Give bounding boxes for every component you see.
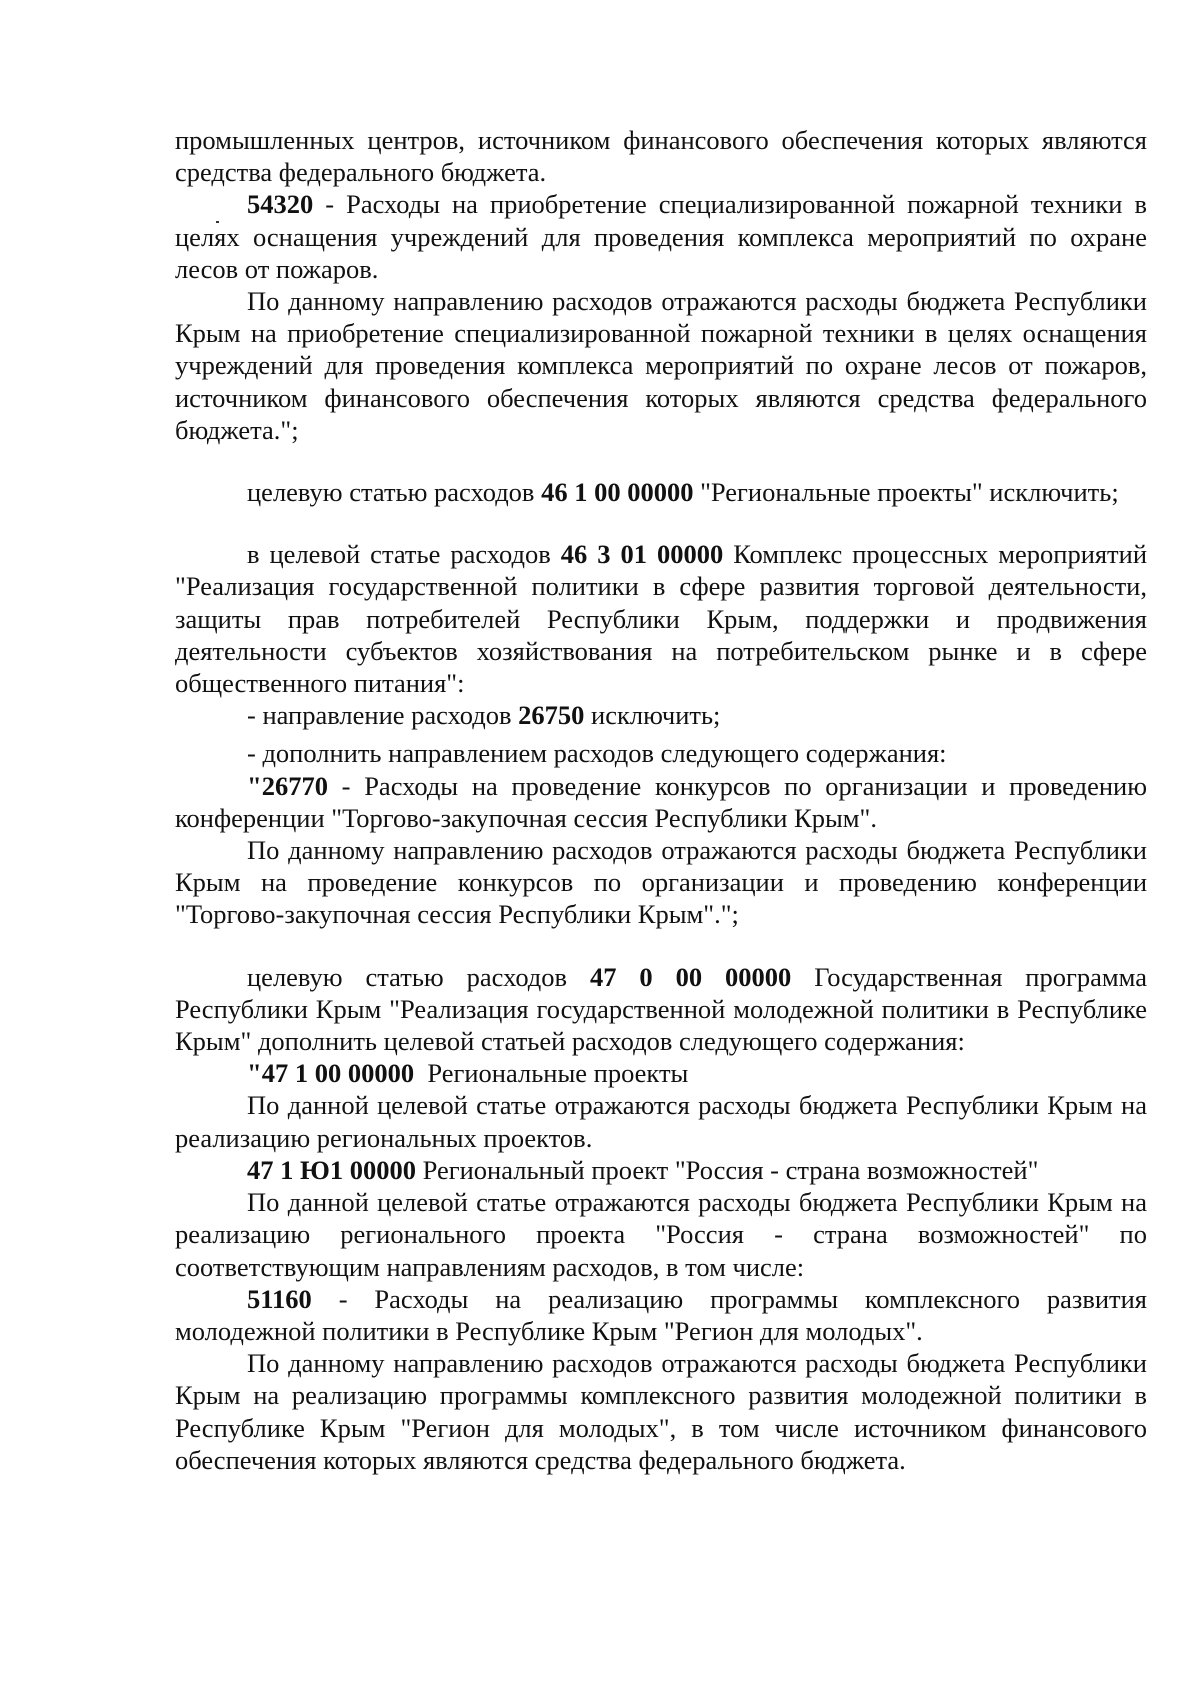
paragraph-46-3-01 xyxy=(175,538,1147,699)
expense-code: 51160 xyxy=(247,1283,312,1314)
text-suffix: Комплекс процессных мероприятий "Реализация государственной политики в сфере развития торговой деятельности, защиты прав потребителей Республики Крым, поддержки и продвижения деятельности субъектов хозяйствования на потребительском рынке и в сфере общественного питания": xyxy=(175,539,1148,699)
paragraph-47-1 xyxy=(175,1057,1147,1089)
text-prefix: целевую статью расходов xyxy=(247,477,542,508)
expense-description: - Расходы на проведение конкурсов по организации и проведению конференции "Торгово-закупочная сессия Республики Крым". xyxy=(175,770,1147,833)
article-title: Региональные проекты xyxy=(414,1058,689,1089)
paragraph-26770 xyxy=(175,770,1147,834)
spacer xyxy=(175,446,1147,476)
paragraph-54320 xyxy=(175,188,1147,285)
paragraph-exclude-46-1 xyxy=(175,476,1147,508)
article-title: Региональный проект "Россия - страна возможностей" xyxy=(415,1154,1039,1185)
paragraph-47-0 xyxy=(175,961,1147,1058)
paragraph-47-1-yu1-details: По данной целевой статье отражаются расходы бюджета Республики Крым на реализацию регионального проекта "Россия - страна возможностей" по соответствующим направлениям расходов, в том числе: xyxy=(175,1187,1147,1282)
paragraph-51160 xyxy=(175,1283,1147,1347)
paragraph-add-direction: - дополнить направлением расходов следующего содержания: xyxy=(247,738,947,769)
document-body xyxy=(175,124,1147,1476)
spacer xyxy=(175,508,1147,538)
target-article-code: "47 1 00 00000 xyxy=(247,1058,415,1089)
target-article-code: 47 1 Ю1 00000 xyxy=(247,1154,416,1185)
target-article-code: 46 3 01 00000 xyxy=(560,539,724,570)
spacer xyxy=(175,931,1147,961)
expense-code: 26750 xyxy=(518,700,585,731)
text-suffix: Государственная программа Республики Крым "Реализация государственной молодежной политики в Республике Крым" дополнить целевой статьей расходов следующего содержания: xyxy=(175,961,1147,1057)
paragraph-26770-details: По данному направлению расходов отражаются расходы бюджета Республики Крым на проведение конкурсов по организации и проведению конференции "Торгово-закупочная сессия Республики Крым"."; xyxy=(175,835,1147,930)
paragraph-51160-details: По данному направлению расходов отражаются расходы бюджета Республики Крым на реализацию программы комплексного развития молодежной политики в Республике Крым "Регион для молодых", в том числе источником финансового обеспечения которых являются средства федерального бюджета. xyxy=(175,1348,1147,1475)
text-prefix: целевую статью расходов xyxy=(247,961,590,992)
paragraph-continuation: промышленных центров, источником финансового обеспечения которых являются средства федерального бюджета. xyxy=(175,125,1147,188)
target-article-code: 47 0 00 00000 xyxy=(589,961,792,992)
text-suffix: исключить; xyxy=(584,700,721,731)
paragraph-exclude-26750 xyxy=(175,699,1147,731)
expense-description: - Расходы на реализацию программы комплексного развития молодежной политики в Республике Крым "Регион для молодых". xyxy=(175,1283,1147,1346)
expense-code: "26770 xyxy=(247,770,328,801)
expense-code: 54320 xyxy=(247,189,314,220)
target-article-code: 46 1 00 00000 xyxy=(541,477,694,508)
expense-description: - Расходы на приобретение специализированной пожарной техники в целях оснащения учреждений для проведения комплекса мероприятий по охране лесов от пожаров. xyxy=(175,189,1147,284)
text-prefix: - направление расходов xyxy=(247,700,519,731)
paragraph-47-1-details: По данной целевой статье отражаются расходы бюджета Республики Крым на реализацию региональных проектов. xyxy=(175,1090,1147,1153)
text-suffix: "Региональные проекты" исключить; xyxy=(693,477,1119,508)
paragraph-47-1-yu1 xyxy=(175,1154,1147,1186)
text-prefix: в целевой статье расходов xyxy=(247,539,561,570)
paragraph-54320-details: По данному направлению расходов отражаются расходы бюджета Республики Крым на приобретение специализированной пожарной техники в целях оснащения учреждений для проведения комплекса мероприятий по охране лесов от пожаров, источником финансового обеспечения которых являются средства федерального бюджета."; xyxy=(175,286,1147,445)
